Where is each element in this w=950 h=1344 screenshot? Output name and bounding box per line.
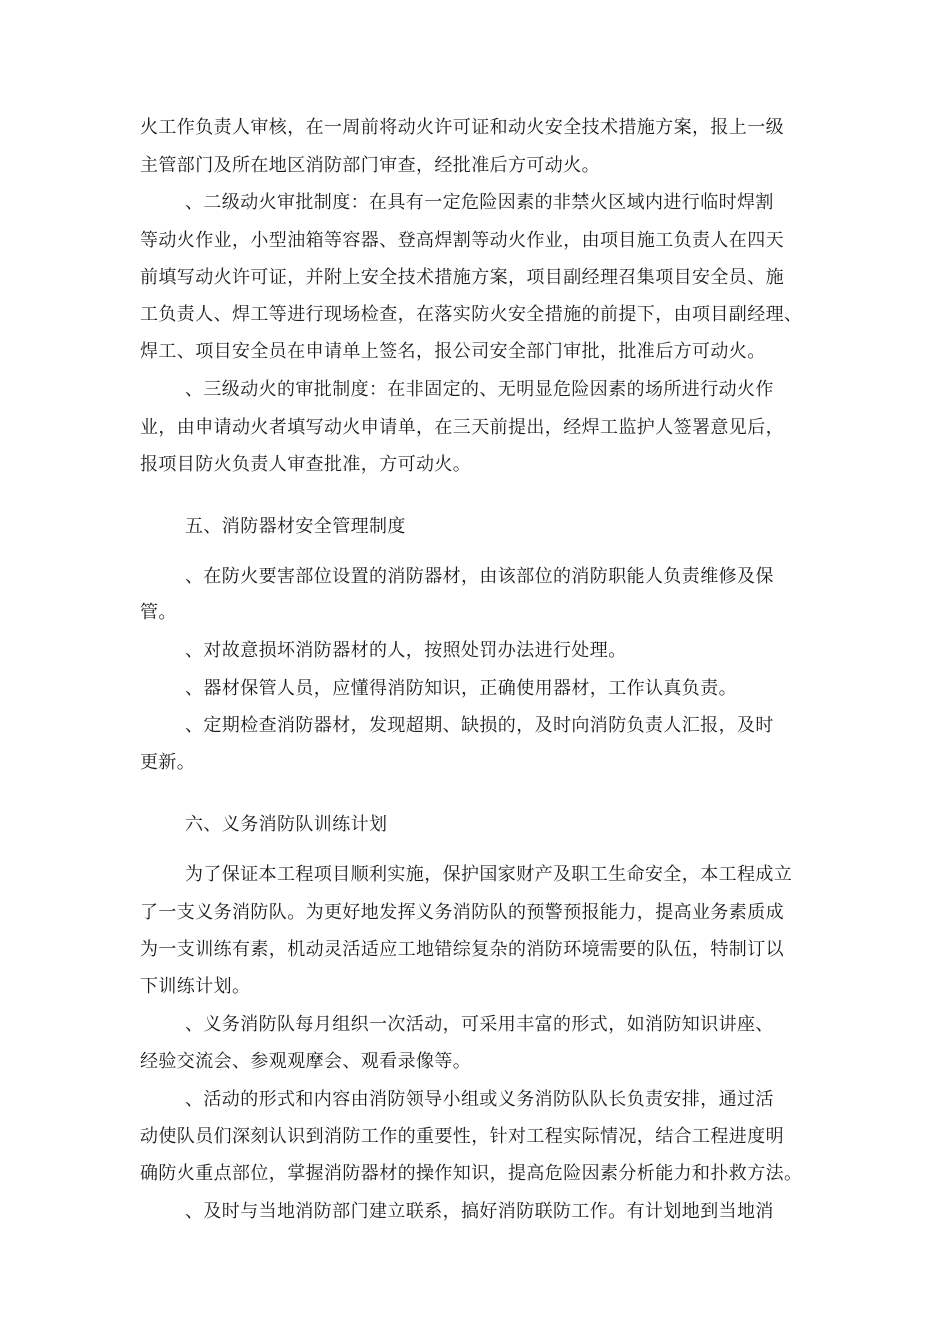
- paragraph-line: 动使队员们深刻认识到消防工作的重要性，针对工程实际情况，结合工程进度明: [140, 1126, 784, 1147]
- paragraph-line: 下训练计划。: [140, 976, 251, 997]
- paragraph-line: 为一支训练有素，机动灵活适应工地错综复杂的消防环境需要的队伍，特制订以: [140, 939, 784, 960]
- paragraph-line: 、对故意损坏消防器材的人，按照处罚办法进行处理。: [185, 640, 627, 661]
- paragraph-line: 、二级动火审批制度：在具有一定危险因素的非禁火区域内进行临时焊割: [185, 192, 774, 213]
- paragraph-line: 经验交流会、参观观摩会、观看录像等。: [140, 1051, 472, 1072]
- section-heading: 五、消防器材安全管理制度: [185, 516, 406, 537]
- paragraph-line: 、定期检查消防器材，发现超期、缺损的，及时向消防负责人汇报，及时: [185, 715, 774, 736]
- paragraph-line: 工负责人、焊工等进行现场检查，在落实防火安全措施的前提下，由项目副经理、: [140, 304, 803, 325]
- paragraph-line: 、器材保管人员，应懂得消防知识，正确使用器材，工作认真负责。: [185, 678, 737, 699]
- paragraph-line: 业，由申请动火者填写动火申请单，在三天前提出，经焊工监护人签署意见后，: [140, 417, 784, 438]
- paragraph-line: 更新。: [140, 752, 196, 773]
- paragraph-line: 确防火重点部位，掌握消防器材的操作知识，提高危险因素分析能力和扑救方法。: [140, 1163, 803, 1184]
- paragraph-line: 、义务消防队每月组织一次活动，可采用丰富的形式，如消防知识讲座、: [185, 1014, 774, 1035]
- paragraph-line: 了一支义务消防队。为更好地发挥义务消防队的预警预报能力，提高业务素质成: [140, 902, 784, 923]
- paragraph-line: 主管部门及所在地区消防部门审查，经批准后方可动火。: [140, 155, 600, 176]
- paragraph-line: 报项目防火负责人审查批准，方可动火。: [140, 454, 472, 475]
- paragraph-line: 、三级动火的审批制度：在非固定的、无明显危险因素的场所进行动火作: [185, 379, 774, 400]
- paragraph-line: 焊工、项目安全员在申请单上签名，报公司安全部门审批，批准后方可动火。: [140, 341, 766, 362]
- section-heading: 六、义务消防队训练计划: [185, 814, 388, 835]
- paragraph-line: 、及时与当地消防部门建立联系，搞好消防联防工作。有计划地到当地消: [185, 1201, 774, 1222]
- paragraph-line: 火工作负责人审核，在一周前将动火许可证和动火安全技术措施方案，报上一级: [140, 117, 784, 138]
- paragraph-line: 、在防火要害部位设置的消防器材，由该部位的消防职能人负责维修及保: [185, 566, 774, 587]
- paragraph-line: 为了保证本工程项目顺利实施，保护国家财产及职工生命安全，本工程成立: [185, 864, 793, 885]
- paragraph-line: 前填写动火许可证，并附上安全技术措施方案，项目副经理召集项目安全员、施: [140, 267, 784, 288]
- paragraph-line: 等动火作业，小型油箱等容器、登高焊割等动火作业，由项目施工负责人在四天: [140, 230, 784, 251]
- paragraph-line: 管。: [140, 602, 177, 623]
- paragraph-line: 、活动的形式和内容由消防领导小组或义务消防队队长负责安排，通过活: [185, 1089, 774, 1110]
